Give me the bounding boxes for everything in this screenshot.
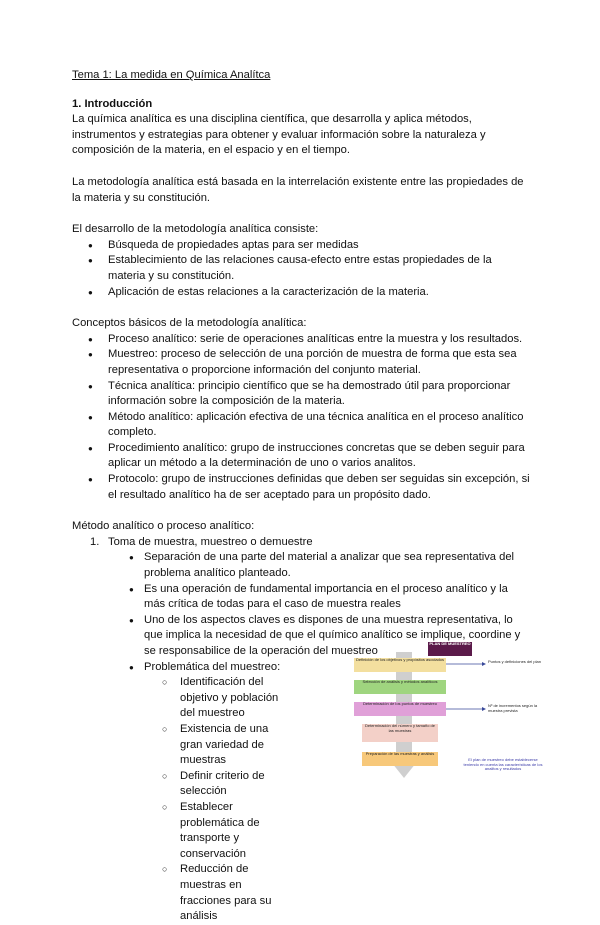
- step-text: Preparación de las muestras y análisis: [365, 751, 435, 756]
- plan-label: PLAN DE MUESTREO: [429, 641, 471, 646]
- document-page: [72, 68, 532, 925]
- side-note-text: Puntos y definiciones del plan: [488, 659, 541, 664]
- list-item: ● Proceso analítico: serie de operaciones analíticas entre la muestra y los resultados.: [72, 332, 532, 348]
- intro-paragraph-2: La metodología analítica está basada en la interrelación existente entre las propiedades de la materia y su constitución.: [72, 175, 524, 204]
- list-item: ● Aplicación de estas relaciones a la caracterización de la materia.: [72, 285, 532, 301]
- side-note: [488, 660, 542, 670]
- list-item: ● Protocolo: grupo de instrucciones definidas que deben ser seguidas sin excepción, si el resultado analítico ha de ser aceptado para un propósito dado.: [72, 472, 532, 503]
- step-label: Toma de muestra, muestreo o demuestre: [108, 535, 313, 548]
- arrow-right-icon: [482, 662, 486, 666]
- conceptos-lead: Conceptos básicos de la metodología analítica:: [72, 317, 307, 330]
- plan-box: [428, 642, 472, 656]
- desarrollo-list: [72, 238, 532, 300]
- step-text: Determinación de los puntos de muestreo: [362, 701, 438, 706]
- list-item: ● Establecimiento de las relaciones causa-efecto entre estas propiedades de la materia y su constitución.: [72, 253, 532, 284]
- list-item: ● Uno de los aspectos claves es dispones de una muestra representativa, lo que implica la necesidad de que el químico analítico se implique, coordine y se responsabilice de la operación del muestreo: [108, 613, 532, 660]
- problematica-label: Problemática del muestreo:: [144, 660, 281, 673]
- list-item: ○ Existencia de una gran variedad de muestras: [144, 722, 288, 769]
- list-item: ● Procedimiento analítico: grupo de instrucciones concretas que se deben seguir para aplicar un método a la determinación de uno o varios analitos.: [72, 441, 532, 472]
- step-box: [354, 702, 446, 716]
- list-item: ○ Definir criterio de selección: [144, 769, 288, 800]
- intro-heading: 1. Introducción: [72, 97, 153, 110]
- side-note: [488, 704, 542, 716]
- list-item: ● Es una operación de fundamental importancia en el proceso analítico y la más crítica de todas para el caso de muestra reales: [108, 582, 532, 613]
- step-text: Selección de análisis y métodos analíticos: [362, 679, 438, 684]
- problematica-list: [144, 675, 288, 925]
- intro-paragraph-1: La química analítica es una disciplina científica, que desarrolla y aplica métodos, instrumentos y estrategias para obtener y evaluar información sobre la naturaleza y composición de la materia, en el espacio y en el tiempo.: [72, 113, 486, 157]
- list-item: ○ Reducción de muestras en fracciones para su análisis: [144, 862, 288, 924]
- desarrollo-lead: El desarrollo de la metodología analítica consiste:: [72, 223, 319, 236]
- step-text: Definición de los objetivos y propósitos asociados: [355, 657, 445, 662]
- list-item: ● Búsqueda de propiedades aptas para ser medidas: [72, 238, 532, 254]
- step-number: 1.: [90, 535, 100, 548]
- metodo-lead: Método analítico o proceso analítico:: [72, 520, 255, 533]
- list-item: ● Método analítico: aplicación efectiva de una técnica analítica en el proceso analítico completo.: [72, 410, 532, 441]
- bottom-note: [462, 758, 544, 776]
- arrow-right-icon: [482, 707, 486, 711]
- list-item: ● Separación de una parte del material a analizar que sea representativa del problema analítico planteado.: [108, 550, 532, 581]
- step-text: Determinación del número y tamaño de las muestras: [364, 723, 436, 733]
- step-box: [362, 752, 438, 766]
- step-box: [354, 680, 446, 694]
- list-item: ○ Identificación del objetivo y población del muestreo: [144, 675, 288, 722]
- step-box: [362, 724, 438, 742]
- list-item: ○ Establecer problemática de transporte y conservación: [144, 800, 288, 862]
- side-note-text: Nº de incrementos según la muestra prevista: [488, 703, 538, 713]
- muestreo-figure: [354, 640, 544, 780]
- conceptos-list: [72, 332, 532, 504]
- document-title: Tema 1: La medida en Química Analítca: [72, 69, 271, 81]
- list-item: ● Técnica analítica: principio científico que se ha demostrado útil para proporcionar información sobre la composición de la materia.: [72, 379, 532, 410]
- list-item: ● Muestreo: proceso de selección de una porción de muestra de forma que esta sea representativa o proporcione información del conjunto material.: [72, 347, 532, 378]
- bottom-note-text: El plan de muestreo debe establecerse teniendo en cuenta las características de los analitos y resultados: [463, 757, 543, 772]
- step-box: [354, 658, 446, 672]
